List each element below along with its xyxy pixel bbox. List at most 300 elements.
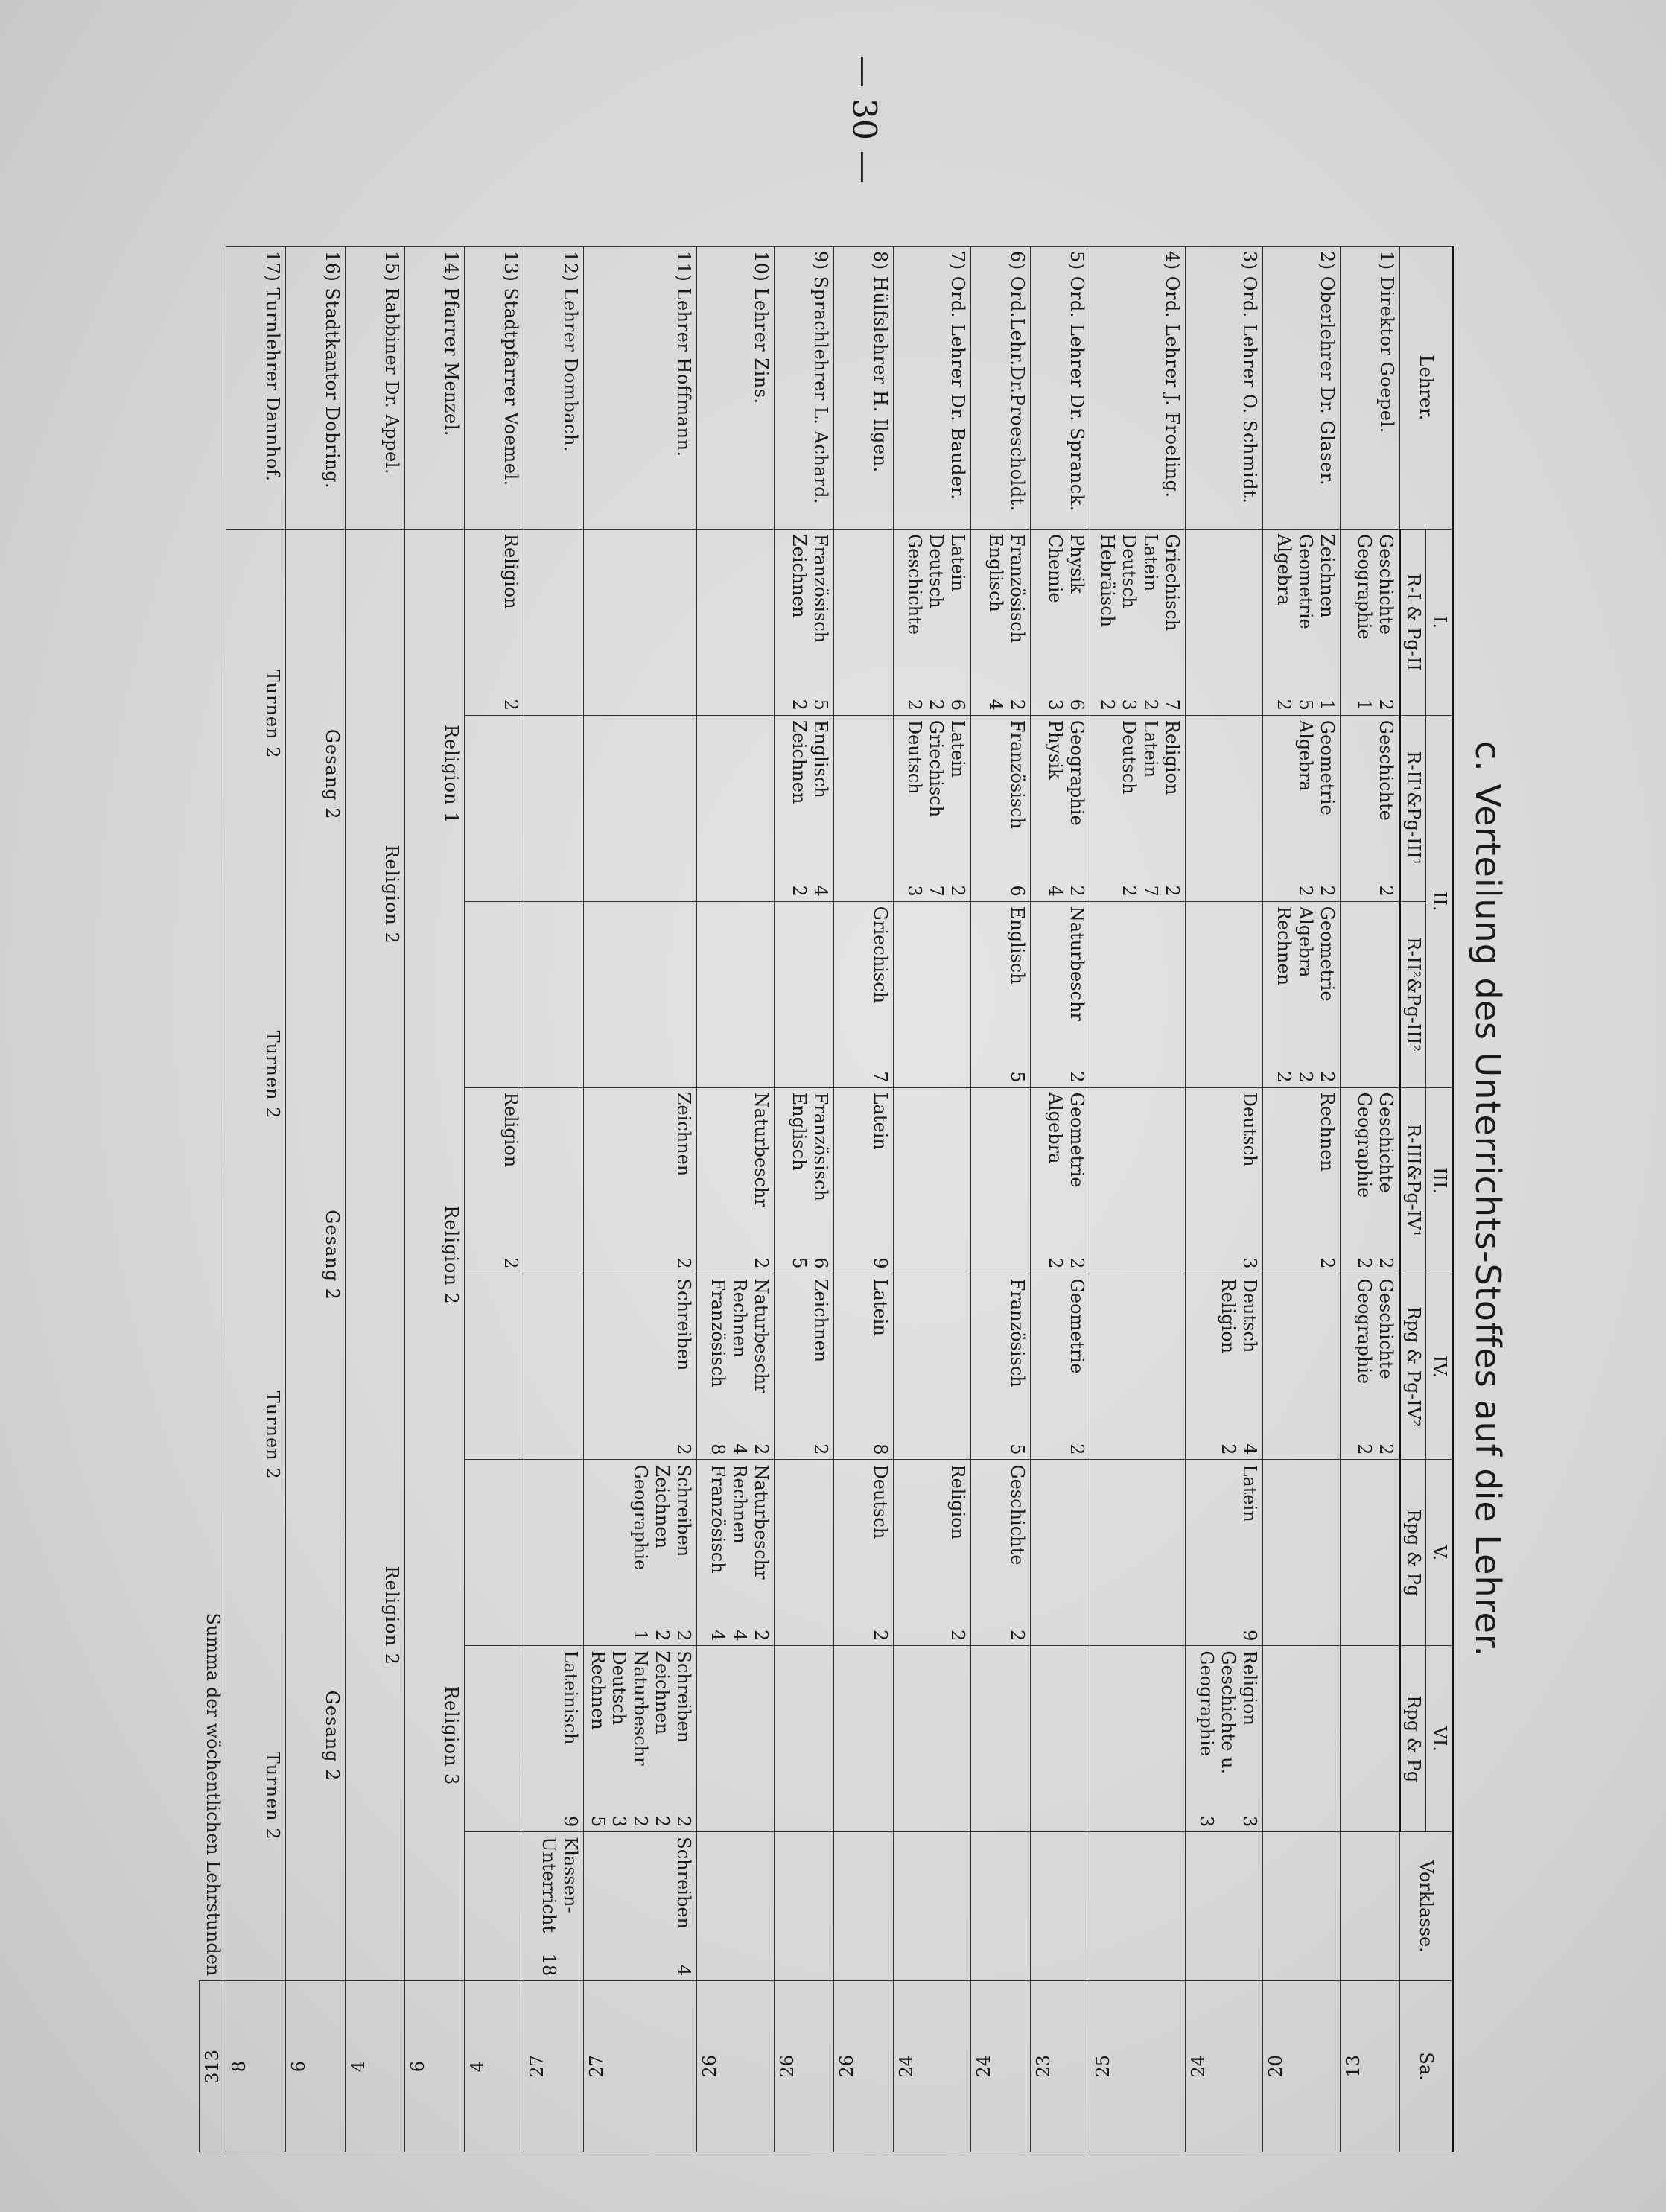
header-class-6: Rpg & Pg	[1399, 1460, 1426, 1646]
row-total-value: 13	[1342, 2055, 1364, 2078]
lesson-subject: Französisch	[1006, 1278, 1028, 1388]
lesson-subject: Schreiben	[673, 1464, 694, 1557]
lesson-subject: Algebra	[1295, 906, 1317, 978]
lesson-entry	[1294, 720, 1316, 897]
lesson-entry	[903, 720, 925, 897]
lesson-entry	[608, 1650, 630, 1827]
teacher-row	[970, 247, 1030, 2152]
lesson-entry	[1161, 534, 1183, 711]
teacher-name: 5) Ord. Lehrer Dr. Spranck.	[1030, 247, 1090, 530]
lesson-subject: Geschichte	[1006, 1464, 1028, 1566]
lesson-entry	[1139, 720, 1161, 897]
lesson-hours: 7	[1140, 885, 1162, 897]
header-class-2: R-II¹&Pg-III¹	[1399, 715, 1426, 901]
lesson-entry	[651, 1650, 673, 1827]
lesson-cell	[1090, 1087, 1185, 1274]
lesson-hours: 2	[789, 699, 810, 711]
lesson-cell	[833, 1460, 893, 1646]
lesson-subject: Geschichte u.	[1218, 1650, 1239, 1775]
teacher-name: 16) Stadtkantor Dobring.	[285, 247, 345, 530]
lesson-hours: 2	[673, 1630, 694, 1641]
lesson-hours: 2	[1066, 885, 1087, 897]
lesson-entry	[1161, 720, 1183, 897]
lesson-hours: 8	[869, 1443, 891, 1455]
lesson-cell	[1185, 715, 1262, 901]
lesson-hours: 2	[500, 1257, 521, 1269]
lesson-entry	[1316, 906, 1338, 1083]
lesson-entry	[1375, 1093, 1396, 1269]
row-total	[893, 1981, 970, 2152]
row-total-value: 26	[699, 2055, 720, 2078]
lesson-entry	[1006, 720, 1028, 897]
lesson-subject: Latein	[947, 533, 968, 592]
lesson-hours: 6	[810, 1257, 831, 1269]
lesson-entry	[673, 1837, 694, 1976]
lesson-entry	[500, 1093, 521, 1269]
lesson-cell	[583, 901, 696, 1087]
lesson-subject: Schreiben	[673, 1837, 694, 1929]
lesson-hours: 5	[1295, 699, 1317, 711]
lesson-cell	[1262, 529, 1340, 715]
lesson-cell	[464, 1087, 524, 1274]
lesson-hours: 2	[1066, 1257, 1087, 1269]
lesson-hours: 3	[1196, 1816, 1218, 1828]
lesson-entry	[869, 1279, 891, 1455]
lesson-cell	[1030, 715, 1090, 901]
teacher-name: 12) Lehrer Dombach.	[524, 247, 583, 530]
teacher-row	[696, 247, 774, 2152]
lesson-cell	[1030, 1087, 1090, 1274]
lesson-entry	[1375, 1279, 1396, 1455]
lesson-cell	[464, 529, 524, 715]
teacher-row	[774, 247, 833, 2152]
lesson-hours: 3	[1239, 1816, 1260, 1828]
teacher-row	[1090, 247, 1185, 2152]
shared-lessons	[226, 529, 285, 1980]
lesson-cell	[774, 901, 833, 1087]
teacher-row	[226, 247, 285, 2152]
lesson-hours: 2	[1140, 699, 1162, 711]
teacher-row	[404, 247, 464, 2152]
lesson-cell	[1262, 1087, 1340, 1274]
lesson-hours: 3	[1045, 699, 1066, 711]
lesson-entry	[947, 720, 968, 897]
lesson-hours: 2	[1119, 885, 1140, 897]
lesson-subject: Zeichnen	[810, 1278, 831, 1363]
lesson-subject: Französisch	[1006, 719, 1028, 830]
row-total-value: 20	[1265, 2055, 1286, 2078]
lesson-subject: Geschichte	[1375, 1278, 1396, 1379]
lesson-cell	[893, 1646, 970, 1832]
lesson-hours: 9	[559, 1816, 581, 1828]
lesson-subject: Deutsch	[1239, 1278, 1260, 1353]
lesson-hours: 2	[1354, 1257, 1376, 1269]
row-total-value: 24	[895, 2055, 917, 2078]
lesson-hours: 2	[652, 1630, 673, 1641]
lesson-hours: 6	[947, 699, 968, 711]
lesson-hours: 2	[926, 699, 947, 711]
lesson-entry	[985, 534, 1006, 711]
row-total	[833, 1981, 893, 2152]
lesson-subject: Zeichnen	[789, 719, 810, 804]
teacher-distribution-table	[199, 246, 1454, 2152]
lesson-entry	[1195, 1650, 1217, 1827]
lesson-subject: Religion	[500, 1092, 521, 1168]
lesson-cell	[1090, 529, 1185, 715]
teacher-row	[464, 247, 524, 2152]
lesson-cell	[774, 1274, 833, 1460]
lesson-cell	[774, 529, 833, 715]
header-class-1: R-I & Pg-II	[1399, 529, 1426, 715]
row-total-value: 26	[836, 2055, 857, 2078]
lesson-cell	[1185, 1646, 1262, 1832]
lesson-subject: Klassen-	[559, 1837, 581, 1913]
lesson-entry	[1139, 534, 1161, 711]
lesson-entry	[538, 1837, 559, 1976]
teacher-name: 10) Lehrer Zins.	[696, 247, 774, 530]
lesson-subject: Naturbeschr	[750, 1464, 772, 1580]
lesson-entry	[788, 534, 810, 711]
lesson-entry	[1353, 1093, 1375, 1269]
lesson-cell	[833, 1646, 893, 1832]
teacher-row	[1185, 247, 1262, 2152]
teacher-name: 17) Turnlehrer Dannhof.	[226, 247, 285, 530]
lesson-hours: 2	[1375, 1257, 1396, 1269]
lesson-hours: 2	[1295, 885, 1317, 897]
shared-lesson: Turnen 2	[261, 670, 283, 759]
lesson-subject: Geschichte	[1375, 719, 1396, 821]
lesson-hours: 2	[630, 1816, 652, 1828]
lesson-entry	[750, 1279, 772, 1455]
lesson-subject: Deutsch	[1119, 719, 1140, 795]
lesson-entry	[1044, 720, 1066, 897]
lesson-hours: 2	[810, 1443, 831, 1455]
lesson-cell	[1340, 1087, 1399, 1274]
lesson-subject: Englisch	[1006, 906, 1028, 985]
teacher-name: 11) Lehrer Hoffmann.	[583, 247, 696, 530]
shared-lesson: Religion 2	[381, 1566, 402, 1665]
lesson-entry	[810, 720, 831, 897]
lesson-cell	[833, 1087, 893, 1274]
lesson-cell	[833, 715, 893, 901]
lesson-cell	[970, 1460, 1030, 1646]
lesson-entry	[788, 720, 810, 897]
lesson-subject: Geometrie	[1316, 719, 1338, 816]
lesson-cell	[583, 529, 696, 715]
lesson-entry	[1006, 906, 1028, 1083]
lesson-entry	[1239, 1093, 1260, 1269]
lesson-hours: 3	[1119, 699, 1140, 711]
lesson-cell	[464, 1646, 524, 1832]
lesson-entry	[1006, 1279, 1028, 1455]
row-total	[1262, 1981, 1340, 2152]
lesson-cell	[1185, 901, 1262, 1087]
lesson-entry	[1239, 1279, 1260, 1455]
lesson-subject: Deutsch	[1239, 1092, 1260, 1167]
shared-lesson: Turnen 2	[261, 1751, 283, 1840]
header-class-5: Rpg & Pg-IV²	[1399, 1274, 1426, 1460]
lesson-hours: 4	[673, 1964, 694, 1977]
lesson-subject: Geographie	[1196, 1650, 1218, 1757]
teacher-name: 15) Rabbiner Dr. Appel.	[345, 247, 404, 530]
lesson-subject: Geometrie	[1295, 533, 1317, 629]
lesson-hours: 2	[1161, 885, 1183, 897]
row-total-value: 23	[1032, 2055, 1054, 2078]
teacher-row	[583, 247, 696, 2152]
lesson-cell	[893, 901, 970, 1087]
lesson-cell	[1340, 715, 1399, 901]
lesson-cell	[583, 1832, 696, 1981]
summary-total: 313	[200, 1981, 226, 2152]
lesson-subject: Geometrie	[1066, 1278, 1087, 1374]
teacher-row	[1340, 247, 1399, 2152]
lesson-hours: 4	[1045, 885, 1066, 897]
lesson-cell	[1030, 529, 1090, 715]
teacher-row	[1030, 247, 1090, 2152]
table-caption: c. Verteilung des Unterrichts-Stoffes auf die Lehrer.	[1468, 740, 1508, 1658]
lesson-hours: 4	[729, 1630, 751, 1641]
lesson-hours: 2	[947, 885, 968, 897]
lesson-hours: 4	[985, 699, 1007, 711]
row-total-value: 8	[228, 2060, 249, 2073]
lesson-subject: Französisch	[810, 1092, 831, 1201]
lesson-hours: 2	[750, 1443, 772, 1455]
lesson-cell	[1090, 1274, 1185, 1460]
row-total-value: 24	[1187, 2055, 1209, 2078]
lesson-hours: 2	[1375, 699, 1396, 711]
shared-lesson: Turnen 2	[261, 1030, 283, 1119]
lesson-entry	[810, 1093, 831, 1269]
lesson-entry	[1273, 534, 1294, 711]
lesson-cell	[583, 1087, 696, 1274]
lesson-subject: Geschichte	[1375, 533, 1396, 635]
lesson-cell	[696, 1087, 774, 1274]
lesson-hours: 5	[810, 699, 831, 711]
lesson-cell	[696, 715, 774, 901]
lesson-subject: Naturbeschr	[1066, 906, 1087, 1021]
lesson-entry	[810, 1279, 831, 1455]
lesson-cell	[524, 1460, 583, 1646]
lesson-hours: 2	[1066, 1443, 1087, 1455]
lesson-entry	[1006, 534, 1028, 711]
lesson-hours: 2	[904, 699, 926, 711]
lesson-hours: 1	[1316, 699, 1338, 711]
lesson-hours: 2	[750, 1257, 772, 1269]
lesson-hours: 7	[1161, 699, 1183, 711]
lesson-subject: Geographie	[1354, 1092, 1376, 1198]
row-total-value: 4	[466, 2060, 488, 2073]
lesson-subject: Latein	[1140, 719, 1162, 778]
lesson-cell	[1090, 1646, 1185, 1832]
lesson-cell	[970, 1274, 1030, 1460]
lesson-cell	[464, 1460, 524, 1646]
header-group-3: III.	[1426, 1087, 1453, 1274]
header-group-5: V.	[1426, 1460, 1453, 1646]
lesson-subject: Rechnen	[1316, 1092, 1338, 1172]
lesson-entry	[869, 1093, 891, 1269]
rotated-table-block	[202, 246, 1523, 2152]
lesson-cell	[583, 1646, 696, 1832]
lesson-cell	[1030, 1646, 1090, 1832]
lesson-subject: Schreiben	[673, 1650, 694, 1744]
row-total-value: 25	[1092, 2055, 1113, 2078]
lesson-entry	[629, 1650, 651, 1827]
lesson-subject: Französisch	[708, 1278, 729, 1388]
lesson-entry	[1316, 534, 1338, 711]
lesson-hours: 2	[1097, 699, 1119, 711]
header-lehrer: Lehrer.	[1399, 247, 1453, 530]
lesson-entry	[925, 534, 947, 711]
lesson-hours: 4	[1239, 1443, 1260, 1455]
lesson-cell	[1340, 1460, 1399, 1646]
lesson-cell	[774, 1832, 833, 1981]
lesson-subject: Deutsch	[1119, 533, 1140, 608]
lesson-hours: 7	[926, 885, 947, 897]
lesson-subject: Zeichnen	[789, 533, 810, 618]
lesson-entry	[1118, 534, 1139, 711]
lesson-cell	[970, 1646, 1030, 1832]
lesson-subject: Latein	[1140, 533, 1162, 592]
lesson-subject: Religion	[947, 1464, 968, 1540]
lesson-entry	[1217, 1650, 1239, 1827]
lesson-hours: 6	[1006, 885, 1028, 897]
lesson-cell	[893, 1274, 970, 1460]
summary-label: Summa der wöchentlichen Lehrstunden	[202, 1612, 223, 1977]
lesson-entry	[1097, 534, 1119, 711]
lesson-entry	[869, 906, 891, 1083]
row-total	[345, 1981, 404, 2152]
lesson-cell	[970, 529, 1030, 715]
lesson-hours: 2	[947, 1630, 968, 1641]
lesson-cell	[774, 715, 833, 901]
lesson-cell	[833, 901, 893, 1087]
shared-lessons-list	[261, 534, 283, 1976]
lesson-subject: Naturbeschr	[750, 1278, 772, 1393]
lesson-cell	[524, 1087, 583, 1274]
lesson-cell	[1185, 1832, 1262, 1981]
lesson-cell	[696, 529, 774, 715]
header-group-1: I.	[1426, 529, 1453, 715]
row-total	[226, 1981, 285, 2152]
lesson-subject: Französisch	[708, 1464, 729, 1574]
lesson-subject: Unterricht	[538, 1837, 560, 1933]
lesson-cell	[893, 1460, 970, 1646]
lesson-hours: 2	[673, 1257, 694, 1269]
header-group-2: II.	[1426, 715, 1453, 1087]
lesson-subject: Geographie	[1354, 533, 1376, 640]
lesson-cell	[1090, 715, 1185, 901]
lesson-entry	[1217, 1279, 1239, 1455]
lesson-entry	[1044, 534, 1066, 711]
lesson-cell	[1340, 1646, 1399, 1832]
lesson-subject: Rechnen	[729, 1464, 751, 1544]
header-class-4: R-III&Pg-IV¹	[1399, 1087, 1426, 1274]
header-sa: Sa.	[1399, 1981, 1453, 2152]
page: — 30 — c. Verteilung des Unterrichts-Stoffes auf die Lehrer. Lehrer. I. II. III. IV. V. VI. Vorklasse. Sa. R-I & Pg-II R-II¹&Pg-III¹ R-II²&Pg-III² R-III&Pg-IV¹ Rpg & Pg-IV² Rpg & Pg Rpg & Pg 1) Direktor Goepel. Geschichte 2 Geographie 1 Geschichte 2 Geschichte 2 Geographie 2 Geschichte 2 Geographie 2 13 2) Oberlehrer Dr. Glaser. Zeichnen 1 Geometrie 5 Algebra 2 Geometrie 2 Algebra 2 Geometrie 2 Algebra 2 Rechnen 2 Rechnen 2 20 3) Ord. Lehrer O. Schmidt. Deutsch 3 Deutsch 4 Religion 2 Latein 9 Religion 3 Geschichte u. Geographie 3 24 4) Ord. Lehrer J. Froeling. Griechisch 7 Latein 2 Deutsch 3 Hebräisch 2 Religion 2 Latein 7 Deutsch 2 25 5) Ord. Lehrer Dr. Spranck. Physik 6 Chemie 3 Geographie 2 Physik 4 Naturbeschr 2 Geometrie 2 Algebra 2 Geometrie 2 23 6) Ord.Lehr.Dr.Proescholdt. Französisch 2 Englisch 4 Französisch 6 Englisch 5 Französisch 5 Geschichte 2 24 7) Ord. Lehrer Dr. Bauder. Latein 6 Deutsch 2 Geschichte 2 Latein 2 Griechisch 7 Deutsch 3 Religion 2 24 8) Hülfslehrer H. Ilgen. Griechisch 7 Latein 9 Latein 8 Deutsch 2 26 9) Sprachlehrer L. Achard. Französisch 5 Zeichnen 2 Englisch 4 Zeichnen 2 Französisch 6 Englisch 5 Zeichnen 2 26 10) Lehrer Zins. Naturbeschr 2 Naturbeschr 2 Rechnen 4 Französisch 8 Naturbeschr 2 Rechnen 4 Französisch 4 26 11) Lehrer Hoffmann. Zeichnen 2 Schreiben 2 Schreiben 2 Zeichnen 2 Geographie 1 Schreiben 2 Zeichnen 2 Naturbeschr 2 Deutsch 3 Rechnen 5 Schreiben 4 27 12) Lehrer Dombach. Lateinisch 9 Klassen- Unterricht 18 27 13) Stadtpfarrer Voemel. Religion 2 Religion 2 4 14) Pfarrer Menzel. Religion 1 Religion 2 Religion 3 6 15) Rabbiner Dr. Appel. Religion 2 Religion 2 4 16) Stadtkantor Dobring. Gesang 2 Gesang 2 Gesang 2 6 17) Turnlehrer Dannhof. Turnen 2 Turnen 2 Turnen 2 Turnen 2 8 Summa der wöchentlichen Lehrstunden 313	[0, 0, 1666, 2212]
shared-lesson: Gesang 2	[321, 1210, 343, 1300]
lesson-entry	[1316, 1093, 1338, 1269]
header-group-6: VI.	[1426, 1646, 1453, 1832]
lesson-entry	[673, 1279, 694, 1455]
lesson-entry	[903, 534, 925, 711]
header-class-7: Rpg & Pg	[1399, 1646, 1426, 1832]
lesson-entry	[947, 1464, 968, 1641]
lesson-cell	[1030, 901, 1090, 1087]
lesson-cell	[1090, 901, 1185, 1087]
lesson-cell	[524, 715, 583, 901]
row-total	[774, 1981, 833, 2152]
teacher-name: 1) Direktor Goepel.	[1340, 247, 1399, 530]
teacher-row	[1262, 247, 1340, 2152]
lesson-hours: 5	[587, 1816, 608, 1828]
lesson-hours: 1	[630, 1630, 652, 1641]
lesson-entry	[788, 1093, 810, 1269]
lesson-cell	[1262, 1832, 1340, 1981]
lesson-subject: Französisch	[1006, 533, 1028, 643]
lesson-subject: Rechnen	[1274, 906, 1295, 986]
lesson-cell	[970, 1087, 1030, 1274]
teacher-name: 8) Hülfslehrer H. Ilgen.	[833, 247, 893, 530]
lesson-subject: Religion	[1161, 719, 1183, 795]
lesson-subject: Englisch	[789, 1092, 810, 1171]
lesson-cell	[1262, 1646, 1340, 1832]
shared-lessons-list	[440, 534, 462, 1976]
lesson-entry	[1006, 1464, 1028, 1641]
teacher-row	[524, 247, 583, 2152]
lesson-cell	[524, 901, 583, 1087]
lesson-entry	[707, 1279, 728, 1455]
shared-lesson: Gesang 2	[321, 728, 343, 820]
lesson-cell	[696, 1460, 774, 1646]
lesson-cell	[1185, 529, 1262, 715]
row-total-value: 6	[407, 2060, 428, 2073]
lesson-entry	[1066, 1279, 1087, 1455]
lesson-subject: Deutsch	[926, 533, 947, 608]
header-vorklasse: Vorklasse.	[1399, 1832, 1453, 1981]
lesson-cell	[583, 1460, 696, 1646]
row-total	[583, 1981, 696, 2152]
lesson-cell	[583, 715, 696, 901]
lesson-entry	[1239, 1650, 1260, 1827]
lesson-entry	[1066, 534, 1087, 711]
lesson-subject: Geographie	[630, 1464, 652, 1571]
lesson-subject: Latein	[869, 1092, 891, 1150]
lesson-cell	[524, 529, 583, 715]
lesson-subject: Naturbeschr	[750, 1092, 772, 1207]
lesson-hours: 5	[789, 1257, 810, 1269]
lesson-cell	[1340, 1832, 1399, 1981]
row-total-value: 4	[347, 2060, 369, 2073]
row-total-value: 24	[973, 2055, 994, 2078]
lesson-hours: 4	[810, 885, 831, 897]
lesson-hours: 7	[869, 1071, 891, 1083]
lesson-entry	[925, 720, 947, 897]
row-total-value: 6	[287, 2060, 309, 2073]
lesson-subject: Latein	[869, 1278, 891, 1336]
lesson-cell	[1185, 1460, 1262, 1646]
lesson-cell	[696, 1274, 774, 1460]
shared-lessons	[404, 529, 464, 1980]
lesson-subject: Physik	[1045, 719, 1066, 780]
lesson-cell	[464, 1274, 524, 1460]
lesson-cell	[970, 901, 1030, 1087]
lesson-cell	[774, 1087, 833, 1274]
lesson-hours: 2	[1274, 699, 1295, 711]
lesson-hours: 2	[1006, 1630, 1028, 1641]
teacher-row	[833, 247, 893, 2152]
lesson-hours: 3	[608, 1816, 630, 1828]
shared-lessons-list	[381, 534, 402, 1976]
